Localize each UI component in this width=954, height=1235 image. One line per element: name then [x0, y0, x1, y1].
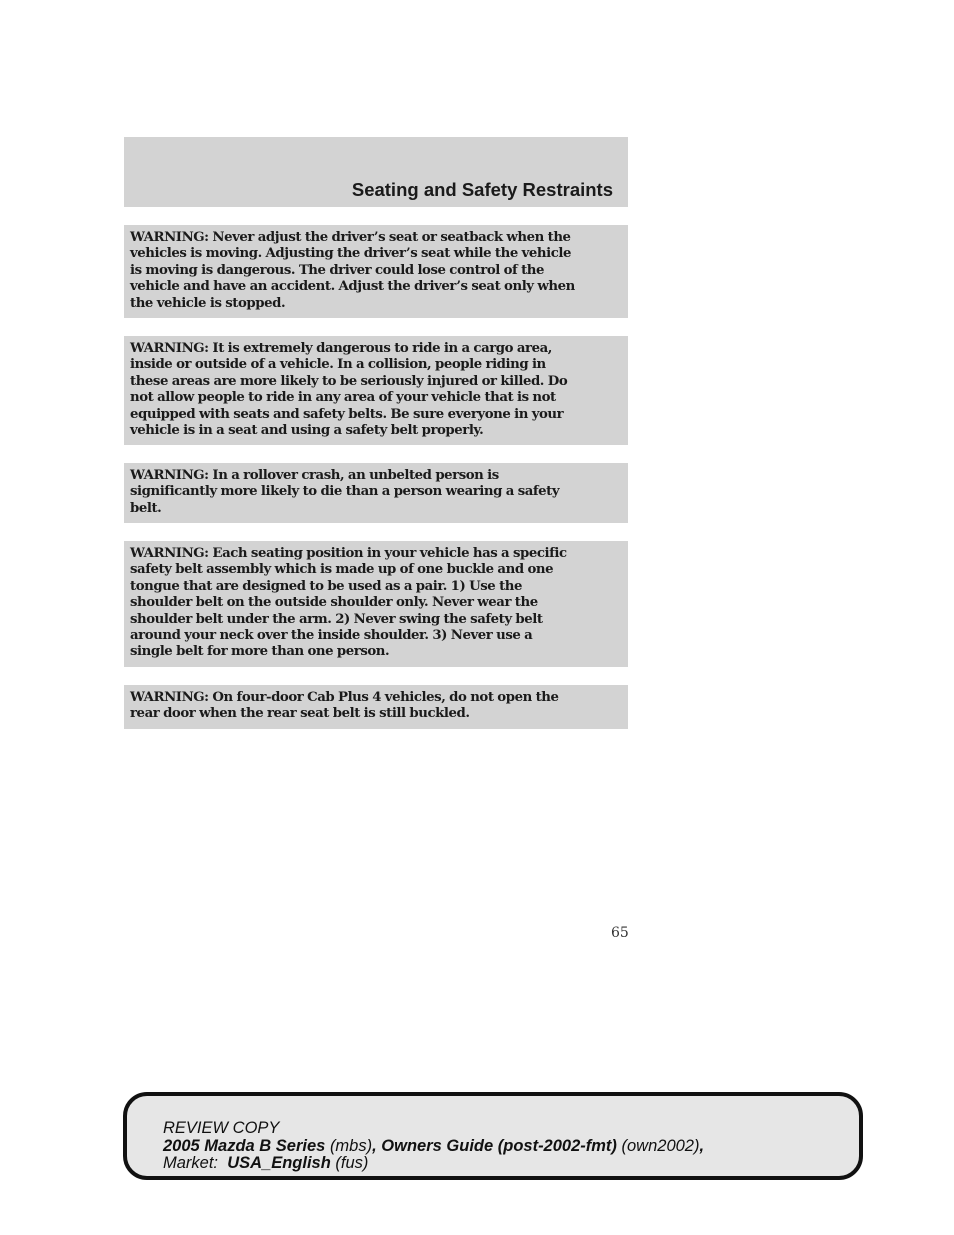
review-copy-text	[163, 1120, 704, 1173]
review-market: USA_English	[227, 1154, 331, 1172]
warning-line: WARNING: Never adjust the driver’s seat or seatback when the	[130, 230, 571, 245]
warning-text	[130, 341, 622, 439]
review-copy-box	[123, 1092, 863, 1180]
warning-line: WARNING: Each seating position in your vehicle has a specific	[130, 546, 567, 561]
warning-line: WARNING: It is extremely dangerous to ride in a cargo area,	[130, 341, 552, 356]
warning-line: shoulder belt on the outside shoulder only. Never wear the	[130, 595, 538, 611]
warning-line: vehicle is in a seat and using a safety belt properly.	[130, 423, 484, 439]
warning-text	[130, 690, 622, 723]
review-copy-model-line	[163, 1138, 704, 1156]
warning-line: vehicles is moving. Adjusting the driver’s seat while the vehicle	[130, 246, 571, 262]
warning-box-rollover	[124, 463, 628, 523]
warning-line: single belt for more than one person.	[130, 644, 390, 660]
warning-box-rear-door	[124, 685, 628, 729]
review-guide: Owners Guide (post-2002-fmt)	[381, 1136, 617, 1155]
warning-line: these areas are more likely to be seriously injured or killed. Do	[130, 373, 568, 389]
warning-box-seat-adjust	[124, 225, 628, 318]
review-copy-market-line	[163, 1155, 704, 1173]
warning-line: belt.	[130, 500, 162, 516]
page-number: 65	[611, 925, 629, 941]
review-market-code: (fus)	[335, 1154, 369, 1172]
section-header-band	[124, 137, 628, 207]
review-separator: ,	[699, 1136, 705, 1155]
warning-box-belt-assembly	[124, 541, 628, 667]
warning-line: is moving is dangerous. The driver could lose control of the	[130, 262, 545, 278]
warning-line: tongue that are designed to be used as a pair. 1) Use the	[130, 578, 522, 594]
warning-line: WARNING: On four-door Cab Plus 4 vehicles, do not open the	[130, 690, 559, 705]
warning-line: the vehicle is stopped.	[130, 295, 286, 311]
warning-line: safety belt assembly which is made up of one buckle and one	[130, 562, 554, 578]
warning-text	[130, 230, 622, 312]
warning-line: not allow people to ride in any area of your vehicle that is not	[130, 390, 556, 406]
review-market-label: Market:	[163, 1154, 219, 1172]
warning-box-cargo-area	[124, 336, 628, 445]
review-copy-label: REVIEW COPY	[163, 1119, 280, 1137]
review-guide-code: (own2002)	[621, 1136, 700, 1155]
warning-text	[130, 546, 622, 661]
warning-line: around your neck over the inside shoulder. 3) Never use a	[130, 628, 533, 644]
warning-line: inside or outside of a vehicle. In a collision, people riding in	[130, 357, 546, 373]
review-model: 2005 Mazda B Series	[163, 1136, 326, 1155]
warning-line: significantly more likely to die than a person wearing a safety	[130, 484, 560, 500]
warning-line: shoulder belt under the arm. 2) Never swing the safety belt	[130, 611, 543, 627]
warning-line: WARNING: In a rollover crash, an unbelted person is	[130, 468, 499, 483]
review-model-code: (mbs)	[329, 1136, 373, 1155]
review-separator: ,	[372, 1136, 377, 1155]
warning-line: equipped with seats and safety belts. Be sure everyone in your	[130, 406, 564, 422]
section-title: Seating and Safety Restraints	[351, 179, 613, 200]
warning-line: rear door when the rear seat belt is still buckled.	[130, 706, 470, 722]
warning-line: vehicle and have an accident. Adjust the driver’s seat only when	[130, 279, 575, 295]
warning-text	[130, 468, 622, 517]
